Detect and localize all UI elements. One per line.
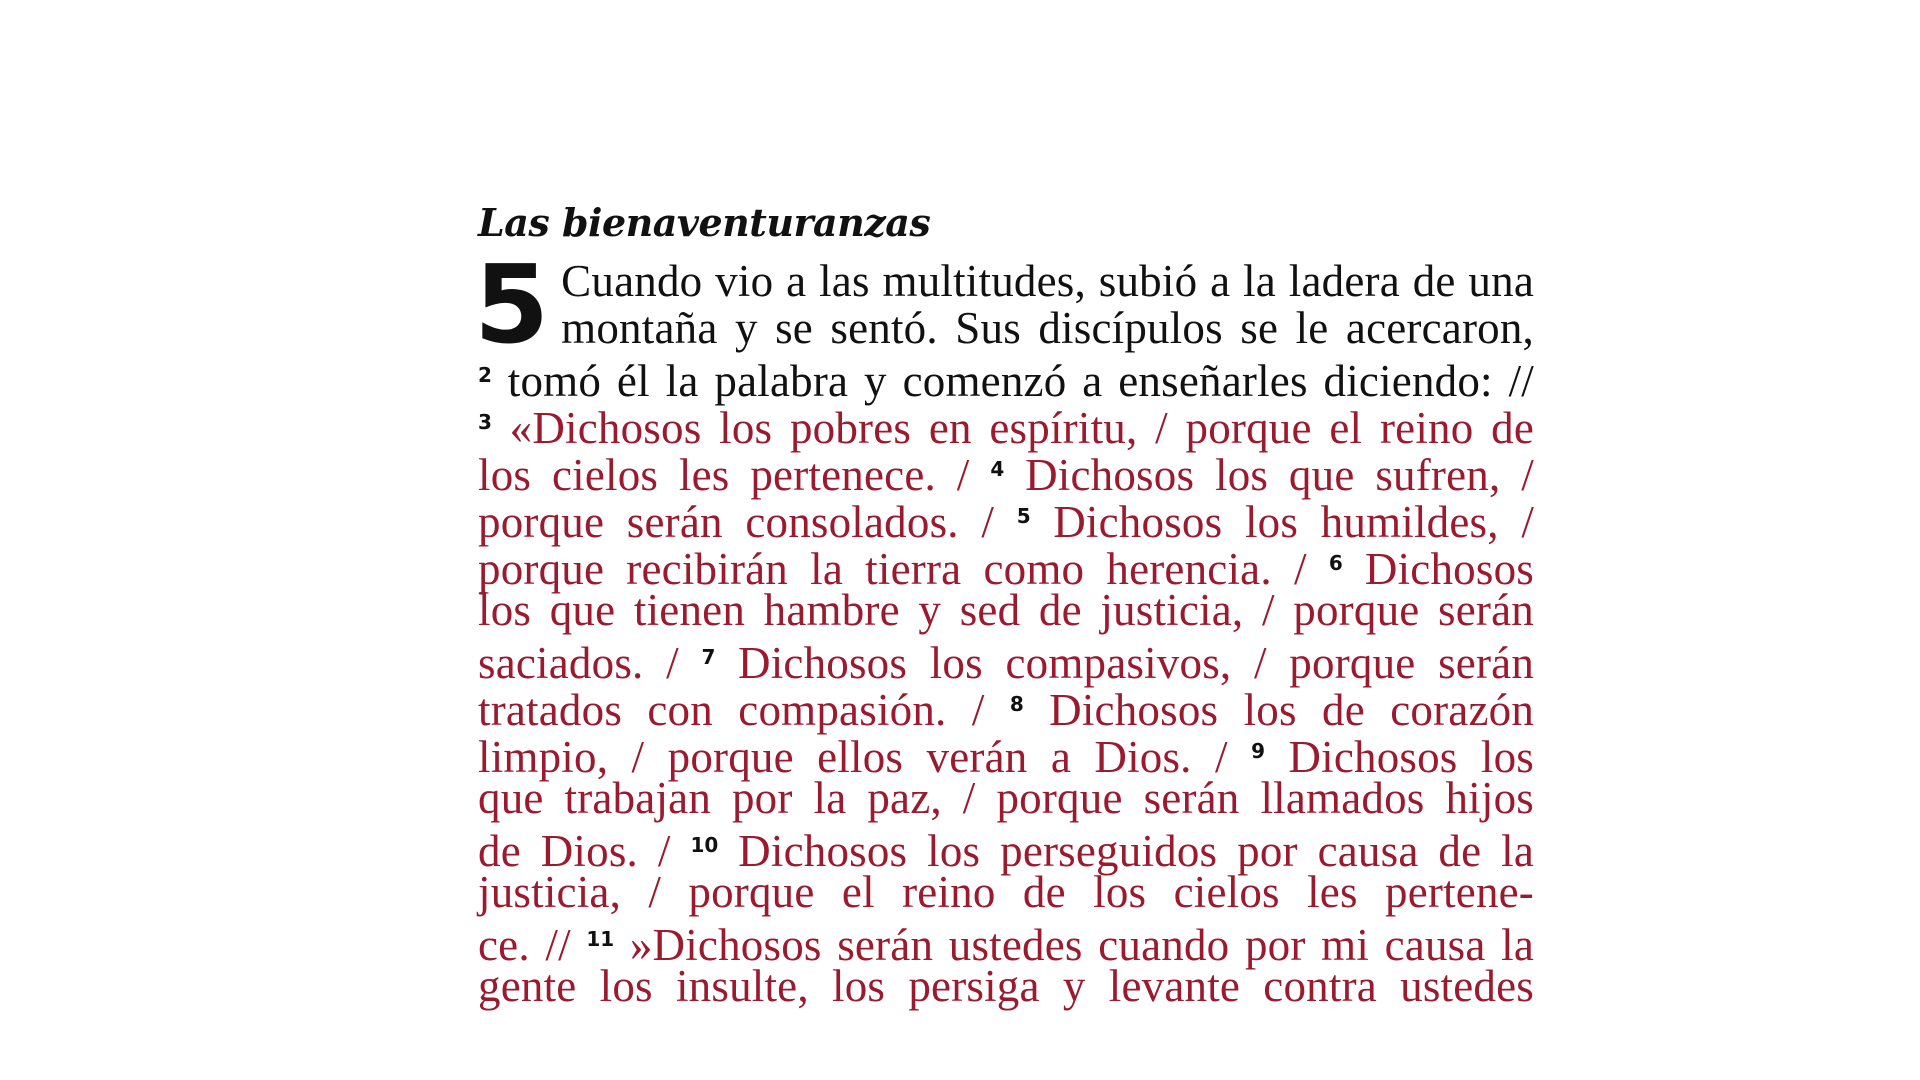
bible-passage [474,198,1535,1011]
verse-3-text-end: los cielos les pertenece. / [478,450,970,500]
text-line-5 [478,446,1534,500]
verse-6-text-end: saciados. / [478,638,679,688]
text-line-2 [478,305,1534,352]
verse-11-text: »Dichosos serán ustedes cuando por mi causa la [629,920,1534,970]
verse-7-text-end: tratados con compasión. / [478,685,985,735]
text-line-12 [478,775,1534,822]
text-line-14 [478,869,1534,916]
verse-8-text: Dichosos los de corazón [1049,685,1535,735]
verse-number-7: 7 [701,645,716,669]
verse-4-text: Dichosos los que sufren, / [1025,450,1534,500]
verse-number-3: 3 [478,410,492,434]
verse-4-text-end: porque serán consolados. / [478,497,995,547]
text-line-7 [478,540,1534,594]
chapter-number: 5 [474,243,550,368]
verse-number-5: 5 [1016,504,1031,528]
text-line-16 [478,963,1534,1010]
text-line-6 [478,493,1535,547]
text-line-1 [478,258,1534,305]
verse-8-text-end: limpio, / porque ellos verán a Dios. / [478,732,1228,782]
text-line-15 [478,916,1534,970]
verse-10-text-end: ce. // [478,920,571,970]
verse-5-text: Dichosos los humildes, / [1053,497,1535,547]
verse-number-10: 10 [690,833,719,857]
verse-6-text: Dichosos [1364,544,1534,594]
verse-10-text-cont: justicia, / porque el reino de los cielos les pertene- [478,867,1534,917]
text-line-9 [478,634,1535,688]
verse-number-8: 8 [1009,692,1024,716]
verse-2-text: tomó él la palabra y comenzó a enseñarles diciendo: // [507,356,1535,406]
verse-9-text: Dichosos los [1288,732,1535,782]
text-line-13 [478,822,1535,876]
verse-9-text-cont: que trabajan por la paz, / porque serán llamados hijos [478,773,1534,823]
verse-number-6: 6 [1328,551,1343,575]
verse-6-text-cont: los que tienen hambre y sed de justicia, / porque serán [478,585,1534,635]
text-line-10 [478,681,1535,735]
verse-9-text-end: de Dios. / [478,826,671,876]
verse-number-11: 11 [586,927,615,951]
verse-1-text-a: Cuando vio a las multitudes, subió a la ladera de una [561,256,1534,306]
verse-number-9: 9 [1251,739,1266,763]
verse-number-2: 2 [478,363,492,387]
section-heading: Las bienaventuranzas [478,200,931,245]
text-line-3 [478,352,1535,406]
paragraph [474,243,1535,1011]
verse-11-text-cont: gente los insulte, los persiga y levante contra ustedes [478,961,1534,1011]
verse-number-4: 4 [990,457,1005,481]
verse-1-text-b: montaña y se sentó. Sus discípulos se le acercaron, [561,303,1534,353]
text-line-11 [478,728,1535,782]
text-line-4 [478,399,1534,453]
verse-3-text: «Dichosos los pobres en espíritu, / porque el reino de [509,403,1534,453]
verse-5-text-end: porque recibirán la tierra como herencia. / [478,544,1307,594]
verse-7-text: Dichosos los compasivos, / porque serán [738,638,1535,688]
verse-10-text: Dichosos los perseguidos por causa de la [738,826,1535,876]
text-line-8 [478,587,1534,634]
